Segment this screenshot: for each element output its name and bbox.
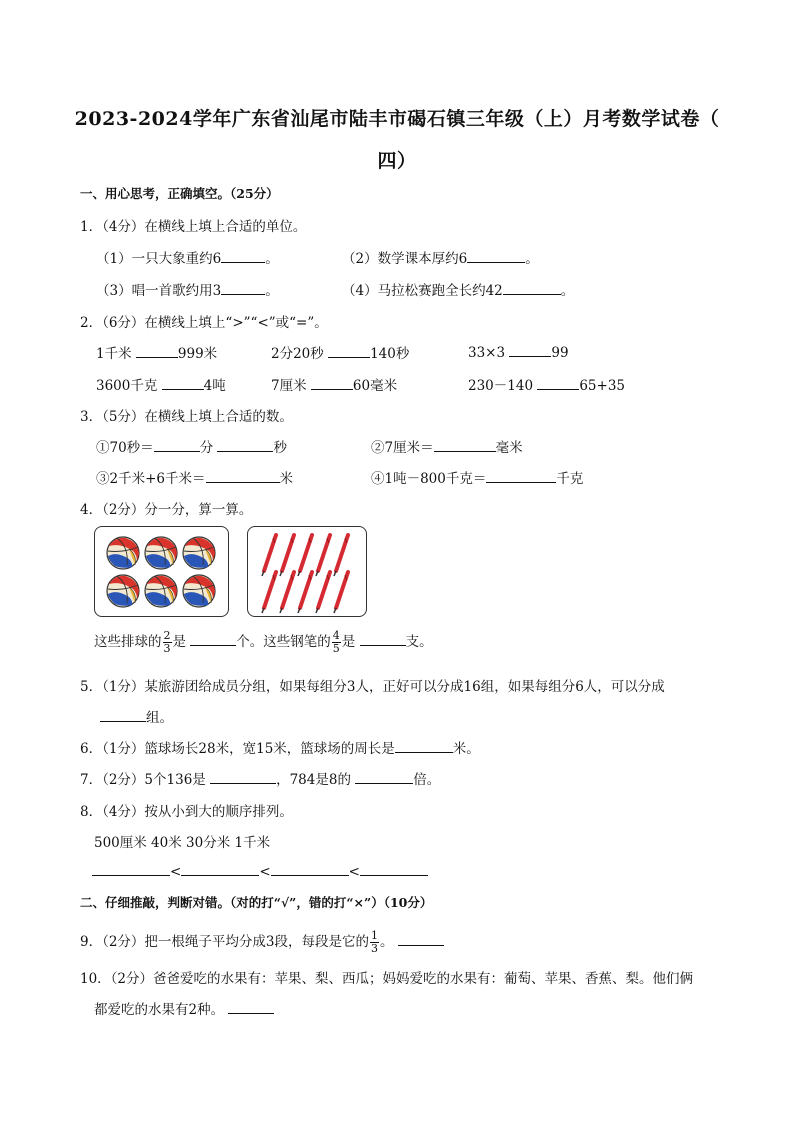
answer-blank[interactable] xyxy=(206,468,280,483)
q6-line: 6．（1分）篮球场长28米，宽15米，篮球场的周长是 米。 xyxy=(80,737,480,757)
answer-blank[interactable] xyxy=(360,861,428,876)
pen-icon xyxy=(262,572,276,613)
answer-blank[interactable] xyxy=(221,280,265,295)
answer-blank[interactable] xyxy=(154,437,200,452)
answer-blank[interactable] xyxy=(537,375,579,390)
answer-blank[interactable] xyxy=(181,861,259,876)
q4-question-line: 这些排球的 $\frac{2}{3}$ 是 个。这些钢笔的 $\frac{4}{5}$ 是 支。 xyxy=(94,629,433,655)
volleyball-icon xyxy=(145,537,177,569)
pen-icon xyxy=(316,535,330,576)
q8-order-line: < < < xyxy=(92,861,428,880)
answer-blank[interactable] xyxy=(92,861,170,876)
volleyball-icon xyxy=(183,575,215,607)
volleyball-icon xyxy=(107,537,139,569)
pen-icon xyxy=(280,572,294,613)
pen-icon xyxy=(262,535,276,576)
pen-icon xyxy=(298,572,312,613)
volleyball-picture-box xyxy=(94,526,229,617)
answer-blank[interactable] xyxy=(398,931,444,946)
answer-blank[interactable] xyxy=(503,280,561,295)
answer-blank[interactable] xyxy=(221,248,265,263)
q1-item-3: （3）唱一首歌约用3 。 xyxy=(96,279,279,299)
answer-blank[interactable] xyxy=(271,861,349,876)
answer-blank[interactable] xyxy=(162,375,204,390)
q5-line1: 5．（1分）某旅游团给成员分组，如果每组分3人，正好可以分成16组，如果每组分6人，可以分成 xyxy=(80,679,665,695)
q9-line: 9．（2分）把一根绳子平均分成3段，每段是它的 $\frac{1}{3}$ 。 xyxy=(80,930,444,955)
answer-blank[interactable] xyxy=(328,343,370,358)
pen-icon xyxy=(334,535,348,576)
q3-item-1: ①70秒＝ 分 秒 xyxy=(96,436,287,456)
pen-icon xyxy=(316,572,330,613)
pen-icon xyxy=(280,535,294,576)
q3-item-4: ④1吨－800千克＝ 千克 xyxy=(371,467,583,487)
q1-stem: 1．（4分）在横线上填上合适的单位。 xyxy=(80,219,307,235)
answer-blank[interactable] xyxy=(210,769,276,784)
q2-item-2: 2分20秒 140秒 xyxy=(271,342,409,362)
section-1-heading: 一、用心思考，正确填空。（25分） xyxy=(80,186,279,201)
volleyballs-illustration xyxy=(95,527,228,616)
q3-item-3: ③2千米+6千米＝ 米 xyxy=(96,467,293,487)
answer-blank[interactable] xyxy=(360,631,406,646)
q3-stem: 3．（5分）在横线上填上合适的数。 xyxy=(80,409,293,425)
fraction: $\frac{4}{5}$ xyxy=(332,629,340,655)
volleyball-icon xyxy=(107,575,139,607)
q1-item-4: （4）马拉松赛跑全长约42 。 xyxy=(342,279,574,299)
q2-stem: 2．（6分）在横线上填上“>”“<”或“=”。 xyxy=(80,315,328,331)
fraction: $\frac{1}{3}$ xyxy=(371,929,379,955)
pens-illustration xyxy=(248,527,366,616)
pen-icon xyxy=(298,535,312,576)
pen-icon xyxy=(334,572,348,613)
answer-blank[interactable] xyxy=(190,631,236,646)
q5-line2: 组。 xyxy=(100,706,173,726)
volleyball-icon xyxy=(183,537,215,569)
answer-blank[interactable] xyxy=(311,375,353,390)
q3-item-2: ②7厘米＝ 毫米 xyxy=(371,436,523,456)
answer-blank[interactable] xyxy=(228,999,274,1014)
q4-stem: 4．（2分）分一分，算一算。 xyxy=(80,502,253,518)
exam-title-line1: 2023-2024学年广东省汕尾市陆丰市碣石镇三年级（上）月考数学试卷（ xyxy=(74,108,720,130)
answer-blank[interactable] xyxy=(434,437,496,452)
fraction: $\frac{2}{3}$ xyxy=(163,629,171,655)
answer-blank[interactable] xyxy=(136,343,178,358)
answer-blank[interactable] xyxy=(355,769,413,784)
answer-blank[interactable] xyxy=(486,468,556,483)
q8-stem: 8．（4分）按从小到大的顺序排列。 xyxy=(80,804,293,820)
q7-line: 7．（2分）5个136是 ，784是8的 倍。 xyxy=(80,768,440,788)
q2-item-3: 33×3 99 xyxy=(468,342,569,361)
q1-item-2: （2）数学课本厚约6 。 xyxy=(342,247,539,267)
q10-line2: 都爱吃的水果有2种。 xyxy=(94,998,274,1018)
q10-line1: 10．（2分）爸爸爱吃的水果有：苹果、梨、西瓜；妈妈爱吃的水果有：葡萄、苹果、香蕉、梨。他们俩 xyxy=(80,971,694,987)
answer-blank[interactable] xyxy=(395,738,453,753)
answer-blank[interactable] xyxy=(100,707,146,722)
q2-item-4: 3600千克 4吨 xyxy=(96,374,226,394)
answer-blank[interactable] xyxy=(217,437,273,452)
q1-item-1: （1）一只大象重约6 。 xyxy=(96,247,279,267)
volleyball-icon xyxy=(145,575,177,607)
pen-picture-box xyxy=(247,526,367,617)
answer-blank[interactable] xyxy=(467,248,525,263)
q2-item-1: 1千米 999米 xyxy=(96,342,217,362)
q2-item-6: 230－140 65+35 xyxy=(468,374,625,394)
q8-items: 500厘米 40米 30分米 1千米 xyxy=(94,835,271,851)
exam-title-line2: 四） xyxy=(377,150,417,172)
section-2-heading: 二、仔细推敲，判断对错。（对的打“√”，错的打“×”）（10分） xyxy=(80,895,433,910)
answer-blank[interactable] xyxy=(509,342,551,357)
q2-item-5: 7厘米 60毫米 xyxy=(271,374,397,394)
